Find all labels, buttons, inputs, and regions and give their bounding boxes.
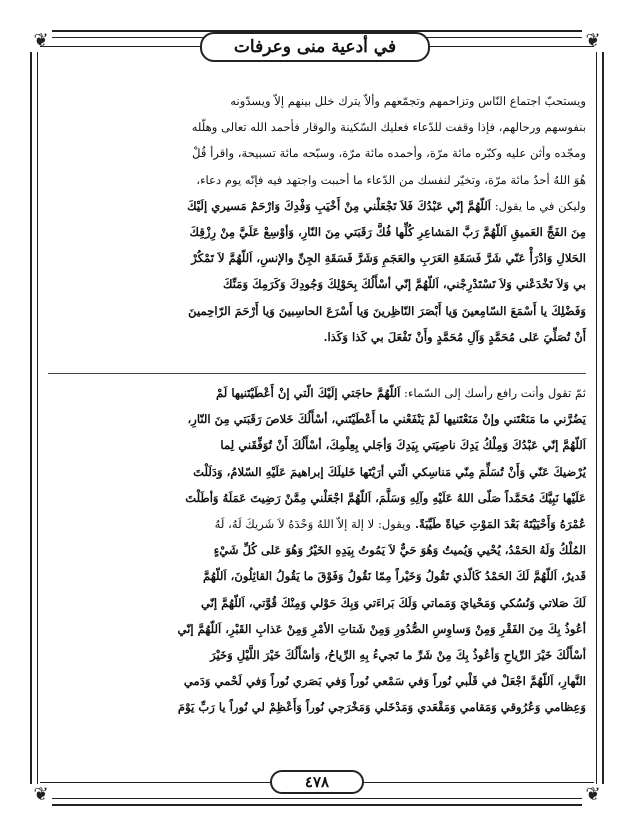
- text-line: [48, 459, 586, 485]
- page-title: في أدعية منى وعرفات: [233, 37, 397, 57]
- dua-text: الحَلالِ وَادْرَأْ عَنّي شَرَّ فَسَقَةِ العَرَبِ والعَجَمِ وَشَرَّ فَسَقَةِ الجِنِّ والإنسِ، اَللّهُمَّ لاَ تَمْكُرْ: [191, 251, 586, 266]
- text-line: [48, 324, 586, 350]
- dua-text: بي وَلاَ تَخْدَعْني وَلاَ تَسْتَدْرِجْني، اَللّهُمَّ إنّي أسْأَلُكَ بِحَوْلِكَ وَجُودِكَ وَكَرَمِكَ وَمَنِّكَ: [223, 277, 586, 292]
- paragraph-2: [48, 380, 586, 721]
- page-number: ٤٧٨: [270, 770, 364, 794]
- text-line: [48, 590, 586, 616]
- dua-text: عَلَيْها نَبِيَّكَ مُحَمَّداً صَلّى اللهُ عَلَيْهِ وآلِهِ وَسَلَّمَ، اَللّهُمَّ اجْعَلْني مِمَّنْ رَضِيتَ عَمَلَهُ وَأطَلْتَ: [185, 490, 586, 505]
- plain-text: وليكن في ما يقول:: [491, 198, 586, 213]
- text-line: [48, 694, 586, 720]
- corner-ornament-top-left: ❦: [30, 30, 52, 52]
- text-line: [48, 406, 586, 432]
- corner-ornament-bottom-right: ❦: [582, 784, 604, 806]
- dua-text: مِنَ الفَجِّ العَميقِ اَللّهُمَّ رَبَّ المَشاعِرِ كُلِّها فُكَّ رَقَبَتي مِنَ النّارِ، وَأوْسِعْ عَلَيَّ مِنْ رِزْقِكَ: [189, 225, 586, 240]
- text-line: [48, 668, 586, 694]
- text-line: بنفوسهم ورحالهم، فإذا وقفت للدّعاء فعليك السّكينة والوقار فأحمد الله تعالى وهلّله: [191, 120, 586, 135]
- dua-text: يَضُرَّني ما مَنَعْتَني وإنْ مَنَعْتَنيها لَمْ يَنْفَعْني ما أَعْطَيْتَني، أسْأَلُكَ خَلاصَ رَقَبَتي مِنَ النّارِ،: [187, 412, 586, 427]
- dua-text: اَللّهُمَّ إنّي عَبْدُكَ فَلاَ تَجْعَلْني مِنْ أَخْيَبِ وَفْدِكَ وَارْحَمْ مَسيري إلَيْكَ: [187, 198, 492, 213]
- text-line: [48, 271, 586, 297]
- dua-text: وَفَضْلِكَ يا أَسْمَعَ السّامِعينَ وَيا أَبْصَرَ النّاظِرينَ وَيا أَسْرَعَ الحاسِبينَ وَيا أَرْحَمَ الرّاحِمينَ: [188, 303, 586, 318]
- text-line: هُوَ اللهُ أحدٌ مائة مرّة، وتخيّر لنفسك من الدّعاء ما أحببت واجتهد فيه فإنّه يوم دعاء،: [196, 172, 586, 187]
- dua-text: اَللّهُمَّ حاجَتي إلَيْكَ الّتي إنْ أَعْطَيْتَنيها لَمْ: [216, 386, 401, 400]
- text-line: ومجّده وأثن عليه وكبّره مائة مرّة، وأحمده مائة مرّة، وسبّحه مائة تسبيحة، واقرأ قُلْ: [192, 146, 586, 161]
- plain-text: ويقول: لا إلهَ إلاّ اللهُ وَحْدَهُ لاَ شَريكَ لَهُ، لَهُ: [214, 517, 411, 532]
- section-divider: [48, 373, 586, 374]
- text-line: [48, 298, 586, 324]
- corner-ornament-top-right: ❦: [582, 30, 604, 52]
- corner-ornament-bottom-left: ❦: [30, 784, 52, 806]
- dua-text: أَنْ تُصَلِّيَ عَلى مُحَمَّدٍ وَآلِ مُحَمَّدٍ وأَنْ تَفْعَلَ بي كَذا وَكَذا.: [323, 329, 586, 344]
- dua-text: المُلْكُ وَلَهُ الحَمْدُ، يُحْيي وَيُميتُ وَهُوَ حَيٌّ لاَ يَمُوتُ بِيَدِهِ الخَيْرُ وَهُوَ عَلى كُلِّ شَيْءٍ: [213, 543, 586, 558]
- text-line: [48, 219, 586, 245]
- dua-text: قَديرٌ، اَللّهُمَّ لَكَ الحَمْدُ كَالّذي تَقُولُ وَخَيْراً مِمّا نَقُولُ وَفَوْقَ ما يَقُولُ القائِلُونَ، اَللّهُمَّ: [202, 569, 586, 584]
- text-line: [48, 245, 586, 271]
- text-line: [48, 485, 586, 511]
- dua-text: أعُوذُ بِكَ مِنَ الفَقْرِ وَمِنْ وَساوِسِ الصُّدُورِ وَمِنْ شَتاتِ الأمْرِ وَمِنْ عَذابِ القَبْرِ، اَللّهُمَّ إنّي: [177, 621, 586, 636]
- dua-text: عُمْرَهُ وَأَحْيَيْتَهُ بَعْدَ المَوْتِ حَياةً طَيِّبَةً.: [410, 517, 586, 532]
- text-line: [48, 193, 586, 219]
- dua-text: يُرْضيكَ عَنّي وَأَنْ تُسَلِّمَ مِنّي مَناسِكي الّتي أرَيْتَها خَليلَكَ إبراهيمَ عَلَيْهِ السّلامُ، وَدَلَلْتَ: [193, 464, 586, 479]
- text-line: [48, 537, 586, 563]
- dua-text: النَّهارِ، اَللّهُمَّ اجْعَلْ في قَلْبي نُوراً وَفي سَمْعي نُوراً وَفي بَصَري نُوراً وَفي لَحْمي وَدَمي: [183, 674, 586, 689]
- text-line: ويستحبّ اجتماع النّاس وتزاحمهم وتجمّعهم وألاّ يترك خلل بينهم إلاّ ويسدّونه: [230, 94, 586, 108]
- paragraph-1: [48, 88, 586, 350]
- plain-text: ثمّ تقول وأنت رافع رأسك إلى السّماء:: [400, 386, 586, 400]
- text-line: [48, 563, 586, 589]
- dua-text: وَعِظامي وَعُرُوقي وَمَقامي وَمَقْعَدي وَمَدْخَلي وَمَخْرَجي نُوراً وَأَعْظِمْ لي نُوراً يا رَبِّ يَوْمَ: [177, 700, 586, 715]
- running-header: [200, 32, 430, 62]
- text-line: [48, 432, 586, 458]
- dua-text: لَكَ صَلاتي وَنُسُكي وَمَحْيايَ وَمَماتي وَلَكَ بَراءَتي وَبِكَ حَوْلي وَمِنْكَ قُوَّتي، اَللّهُمَّ إنّي: [201, 595, 586, 610]
- text-line: [48, 616, 586, 642]
- dua-text: اَللّهُمَّ إنّي عَبْدُكَ وَمِلْكُ يَدِكَ ناصِيَتي بِيَدِكَ وَأجَلي بِعِلْمِكَ، أسْأَلُكَ أَنْ تُوَفِّقَني لِما: [220, 438, 586, 453]
- text-line: [48, 380, 586, 406]
- dua-text: أسْأَلُكَ خَيْرَ الرِّياحِ وَأعُوذُ بِكَ مِنْ شَرِّ ما تَجيءُ بِهِ الرِّياحُ، وَأسْأَلُكَ خَيْرَ اللَّيْلِ وَخَيْرَ: [210, 648, 586, 663]
- text-line: [48, 642, 586, 668]
- text-line: [48, 511, 586, 537]
